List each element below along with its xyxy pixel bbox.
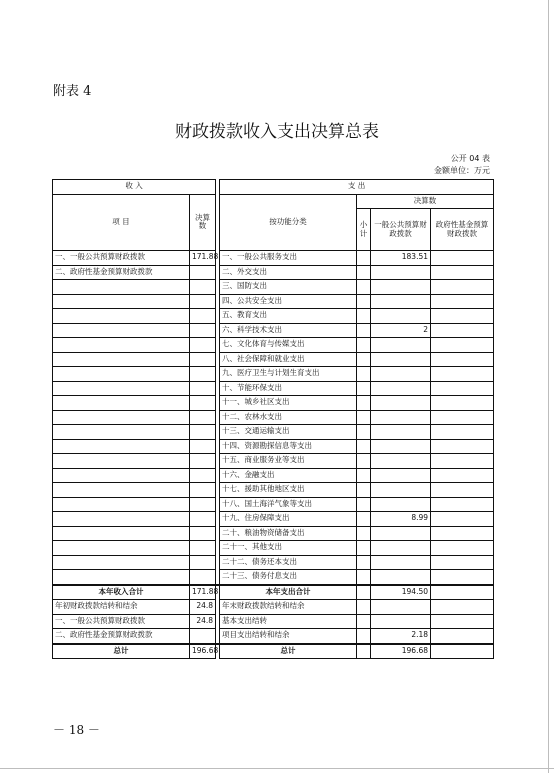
income-item-cell xyxy=(53,323,190,338)
fund-budget-cell xyxy=(431,367,494,382)
income-amount-cell xyxy=(190,512,216,527)
table-row xyxy=(53,512,494,527)
appendix-label: 附表 4 xyxy=(53,84,92,99)
fund-budget-cell xyxy=(431,425,494,440)
carry-general-amount: 24.8 xyxy=(190,614,216,629)
expense-item-cell: 五、教育支出 xyxy=(220,309,357,324)
income-item-cell xyxy=(53,541,190,556)
header-final-amount-expense: 决算数 xyxy=(357,194,494,209)
grand-income-amount: 196.68 xyxy=(190,644,216,659)
income-amount-cell xyxy=(190,410,216,425)
expense-item-cell: 二、外交支出 xyxy=(220,265,357,280)
general-budget-cell xyxy=(371,425,431,440)
carry-fund-row xyxy=(53,629,494,644)
subtotal-cell xyxy=(357,396,371,411)
table-row xyxy=(53,396,494,411)
expense-item-cell: 十四、资源勘探信息等支出 xyxy=(220,439,357,454)
subtotal-cell xyxy=(357,439,371,454)
subtotal-cell xyxy=(357,410,371,425)
table-row xyxy=(53,338,494,353)
general-budget-cell xyxy=(371,265,431,280)
subtotal-cell xyxy=(357,468,371,483)
grand-expense-fund xyxy=(431,644,494,659)
general-budget-cell xyxy=(371,483,431,498)
fund-budget-cell xyxy=(431,352,494,367)
subtotal-cell xyxy=(357,512,371,527)
general-budget-cell xyxy=(371,526,431,541)
table-row xyxy=(53,294,494,309)
expense-item-cell: 十二、农林水支出 xyxy=(220,410,357,425)
subtotal-cell xyxy=(357,541,371,556)
general-budget-cell xyxy=(371,367,431,382)
table-row xyxy=(53,323,494,338)
fund-budget-cell xyxy=(431,439,494,454)
income-total-label: 本年收入合计 xyxy=(53,585,190,600)
income-amount-cell xyxy=(190,352,216,367)
table-row xyxy=(53,425,494,440)
general-budget-cell xyxy=(371,570,431,585)
expense-item-cell: 三、国防支出 xyxy=(220,280,357,295)
income-amount-cell xyxy=(190,280,216,295)
subtotal-cell xyxy=(357,309,371,324)
subtotal-cell xyxy=(357,280,371,295)
grand-expense-amount: 196.68 xyxy=(371,644,431,659)
income-item-cell xyxy=(53,396,190,411)
income-item-cell xyxy=(53,512,190,527)
fund-budget-cell xyxy=(431,338,494,353)
table-row xyxy=(53,541,494,556)
basic-fund xyxy=(431,614,494,629)
income-amount-cell xyxy=(190,526,216,541)
project-amount: 2.18 xyxy=(371,629,431,644)
income-amount-cell: 171.88 xyxy=(190,251,216,266)
table-row xyxy=(53,280,494,295)
income-item-cell xyxy=(53,468,190,483)
page-number: － 18 － xyxy=(53,723,100,737)
subtotal-cell xyxy=(357,483,371,498)
income-amount-cell xyxy=(190,396,216,411)
general-budget-cell xyxy=(371,352,431,367)
carry-fund-amount xyxy=(190,629,216,644)
header-general-budget: 一般公共预算财政拨款 xyxy=(371,209,431,251)
fund-budget-cell xyxy=(431,468,494,483)
fund-budget-cell xyxy=(431,454,494,469)
header-row-1 xyxy=(53,180,494,195)
table-row xyxy=(53,309,494,324)
income-amount-cell xyxy=(190,338,216,353)
carry-end-label: 年末财政拨款结转和结余 xyxy=(220,600,357,615)
income-total-amount: 171.88 xyxy=(190,585,216,600)
fund-budget-cell xyxy=(431,294,494,309)
income-amount-cell xyxy=(190,323,216,338)
fund-budget-cell xyxy=(431,555,494,570)
general-budget-cell xyxy=(371,468,431,483)
carry-end-fund xyxy=(431,600,494,615)
table-row xyxy=(53,526,494,541)
expense-item-cell: 十七、援助其他地区支出 xyxy=(220,483,357,498)
expense-item-cell: 十一、城乡社区支出 xyxy=(220,396,357,411)
table-row xyxy=(53,483,494,498)
general-budget-cell xyxy=(371,439,431,454)
expense-item-cell: 十、节能环保支出 xyxy=(220,381,357,396)
income-item-cell xyxy=(53,381,190,396)
general-budget-cell: 183.51 xyxy=(371,251,431,266)
income-amount-cell xyxy=(190,367,216,382)
income-item-cell xyxy=(53,555,190,570)
income-item-cell xyxy=(53,425,190,440)
page-title: 财政拨款收入支出决算总表 xyxy=(175,122,379,142)
expense-item-cell: 一、一般公共服务支出 xyxy=(220,251,357,266)
basic-carry-label: 基本支出结转 xyxy=(220,614,357,629)
table-row xyxy=(53,251,494,266)
expense-total-amount: 194.50 xyxy=(371,585,431,600)
expense-item-cell: 八、社会保障和就业支出 xyxy=(220,352,357,367)
header-fund-budget: 政府性基金预算财政拨款 xyxy=(431,209,494,251)
general-budget-cell xyxy=(371,541,431,556)
expense-item-cell: 四、公共安全支出 xyxy=(220,294,357,309)
income-amount-cell xyxy=(190,425,216,440)
page-edge-right xyxy=(548,0,549,773)
income-item-cell xyxy=(53,410,190,425)
subtotal-cell xyxy=(357,381,371,396)
expense-total-fund xyxy=(431,585,494,600)
income-item-cell xyxy=(53,570,190,585)
income-item-cell xyxy=(53,483,190,498)
general-budget-cell xyxy=(371,294,431,309)
unit-label: 金额单位：万元 xyxy=(434,166,490,175)
income-item-cell xyxy=(53,294,190,309)
expense-item-cell: 二十一、其他支出 xyxy=(220,541,357,556)
fund-budget-cell xyxy=(431,483,494,498)
carry-end-general xyxy=(371,600,431,615)
header-final-amount: 决算数 xyxy=(190,194,216,251)
fund-budget-cell xyxy=(431,526,494,541)
expense-item-cell: 二十三、债务付息支出 xyxy=(220,570,357,585)
general-budget-cell xyxy=(371,410,431,425)
page-edge-bottom xyxy=(0,768,554,769)
income-amount-cell xyxy=(190,468,216,483)
income-item-cell xyxy=(53,454,190,469)
carry-end-subtotal xyxy=(357,600,371,615)
income-amount-cell xyxy=(190,483,216,498)
income-item-cell xyxy=(53,309,190,324)
general-budget-cell xyxy=(371,381,431,396)
basic-subtotal xyxy=(357,614,371,629)
subtotal-cell xyxy=(357,352,371,367)
general-budget-cell xyxy=(371,454,431,469)
fund-budget-cell xyxy=(431,410,494,425)
expense-item-cell: 九、医疗卫生与计划生育支出 xyxy=(220,367,357,382)
expense-item-cell: 七、文化体育与传媒支出 xyxy=(220,338,357,353)
expense-item-cell: 二十二、债务还本支出 xyxy=(220,555,357,570)
fund-budget-cell xyxy=(431,541,494,556)
fund-budget-cell xyxy=(431,497,494,512)
project-subtotal xyxy=(357,629,371,644)
table-row xyxy=(53,555,494,570)
fund-budget-cell xyxy=(431,280,494,295)
fund-budget-cell xyxy=(431,323,494,338)
project-fund xyxy=(431,629,494,644)
carry-general-row xyxy=(53,614,494,629)
subtotal-cell xyxy=(357,425,371,440)
income-amount-cell xyxy=(190,265,216,280)
income-amount-cell xyxy=(190,570,216,585)
table-row xyxy=(53,265,494,280)
income-amount-cell xyxy=(190,381,216,396)
grand-total-row xyxy=(53,644,494,659)
grand-expense-label: 总计 xyxy=(220,644,357,659)
income-item-cell xyxy=(53,526,190,541)
budget-table xyxy=(52,179,494,659)
grand-total-label: 总计 xyxy=(53,644,190,659)
subtotal-cell xyxy=(357,367,371,382)
expense-item-cell: 十九、住房保障支出 xyxy=(220,512,357,527)
expense-item-cell: 十六、金融支出 xyxy=(220,468,357,483)
expense-item-cell: 十八、国土海洋气象等支出 xyxy=(220,497,357,512)
fund-budget-cell xyxy=(431,570,494,585)
form-code: 公开 04 表 xyxy=(450,154,490,163)
expense-item-cell: 十五、商业服务业等支出 xyxy=(220,454,357,469)
income-amount-cell xyxy=(190,555,216,570)
income-item-cell xyxy=(53,439,190,454)
fund-budget-cell xyxy=(431,265,494,280)
subtotal-cell xyxy=(357,294,371,309)
subtotal-cell xyxy=(357,265,371,280)
fund-budget-cell xyxy=(431,396,494,411)
fund-budget-cell xyxy=(431,251,494,266)
subtotal-cell xyxy=(357,454,371,469)
income-amount-cell xyxy=(190,541,216,556)
basic-general xyxy=(371,614,431,629)
general-budget-cell: 2 xyxy=(371,323,431,338)
income-amount-cell xyxy=(190,497,216,512)
fund-budget-cell xyxy=(431,381,494,396)
table-row xyxy=(53,352,494,367)
expense-total-label: 本年支出合计 xyxy=(220,585,357,600)
table-row xyxy=(53,570,494,585)
table-row xyxy=(53,497,494,512)
subtotal-cell xyxy=(357,323,371,338)
income-item-cell xyxy=(53,367,190,382)
general-budget-cell xyxy=(371,280,431,295)
income-item-cell: 一、一般公共预算财政拨款 xyxy=(53,251,190,266)
income-item-cell: 二、政府性基金预算财政拨款 xyxy=(53,265,190,280)
income-amount-cell xyxy=(190,439,216,454)
carry-general-label: 一、一般公共预算财政拨款 xyxy=(53,614,190,629)
carry-fund-label: 二、政府性基金预算财政拨款 xyxy=(53,629,190,644)
general-budget-cell: 8.99 xyxy=(371,512,431,527)
income-total-row xyxy=(53,585,494,600)
income-amount-cell xyxy=(190,454,216,469)
general-budget-cell xyxy=(371,497,431,512)
general-budget-cell xyxy=(371,338,431,353)
general-budget-cell xyxy=(371,555,431,570)
header-expense: 支 出 xyxy=(220,180,494,195)
income-item-cell xyxy=(53,280,190,295)
subtotal-cell xyxy=(357,251,371,266)
carry-label: 年初财政拨款结转和结余 xyxy=(53,600,190,615)
expense-item-cell: 十三、交通运输支出 xyxy=(220,425,357,440)
grand-expense-subtotal xyxy=(357,644,371,659)
carry-amount: 24.8 xyxy=(190,600,216,615)
subtotal-cell xyxy=(357,555,371,570)
carry-row xyxy=(53,600,494,615)
expense-total-subtotal xyxy=(357,585,371,600)
expense-item-cell: 二十、粮油物资储备支出 xyxy=(220,526,357,541)
header-income: 收 入 xyxy=(53,180,216,195)
expense-item-cell: 六、科学技术支出 xyxy=(220,323,357,338)
income-item-cell xyxy=(53,497,190,512)
table-row xyxy=(53,381,494,396)
header-row-2 xyxy=(53,194,494,209)
table-row xyxy=(53,439,494,454)
table-row xyxy=(53,367,494,382)
income-item-cell xyxy=(53,338,190,353)
general-budget-cell xyxy=(371,396,431,411)
fund-budget-cell xyxy=(431,309,494,324)
income-item-cell xyxy=(53,352,190,367)
income-amount-cell xyxy=(190,309,216,324)
header-item: 项 目 xyxy=(53,194,190,251)
header-function-class: 按功能分类 xyxy=(220,194,357,251)
header-subtotal: 小计 xyxy=(357,209,371,251)
table-row xyxy=(53,468,494,483)
table-row xyxy=(53,454,494,469)
general-budget-cell xyxy=(371,309,431,324)
subtotal-cell xyxy=(357,526,371,541)
subtotal-cell xyxy=(357,570,371,585)
project-carry-label: 项目支出结转和结余 xyxy=(220,629,357,644)
subtotal-cell xyxy=(357,497,371,512)
fund-budget-cell xyxy=(431,512,494,527)
subtotal-cell xyxy=(357,338,371,353)
income-amount-cell xyxy=(190,294,216,309)
table-row xyxy=(53,410,494,425)
